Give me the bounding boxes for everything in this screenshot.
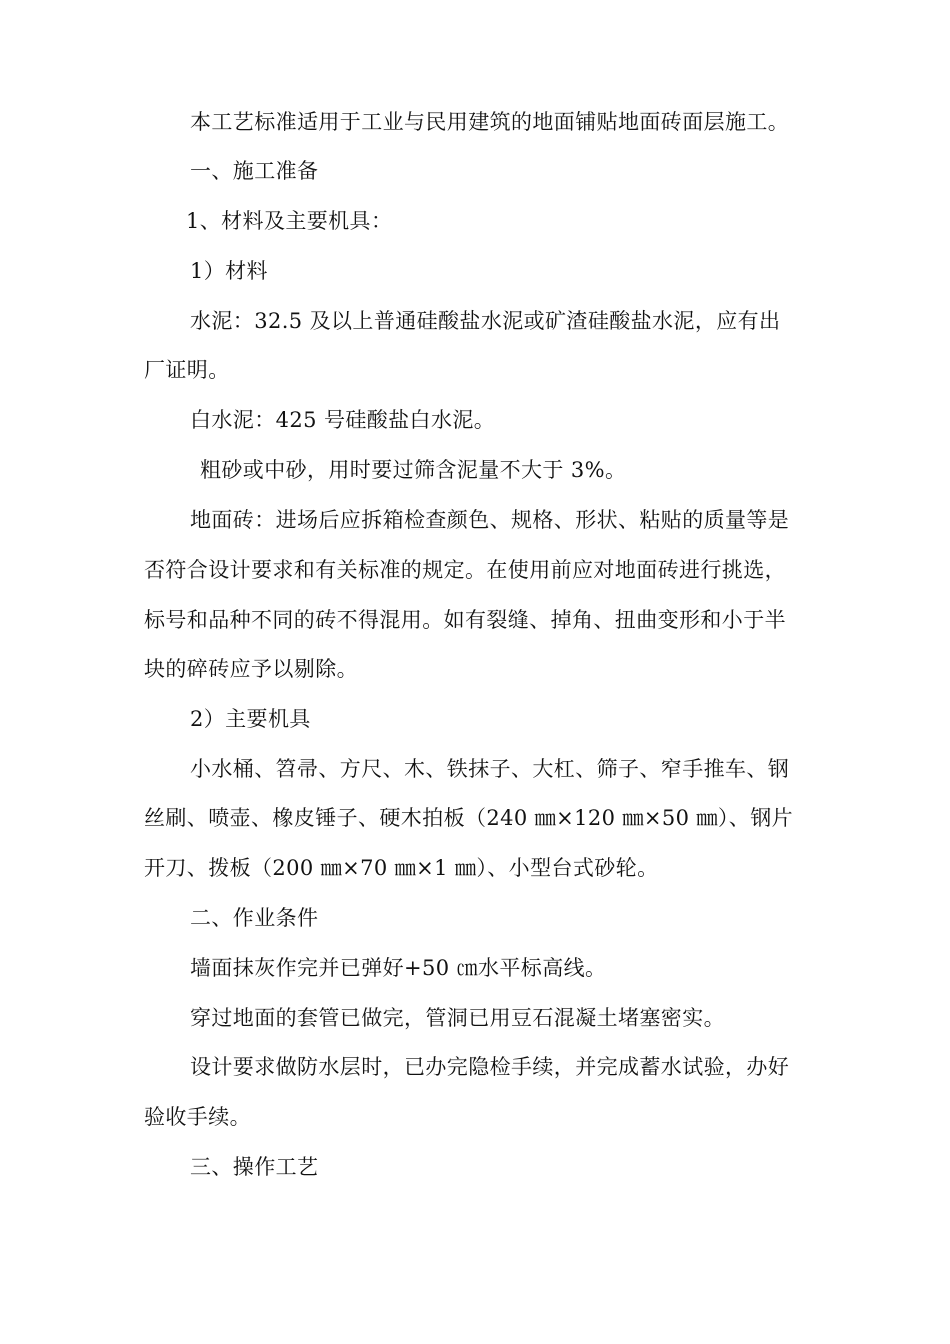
heading-operation-process: 三、操作工艺 <box>190 1155 319 1179</box>
tools-paragraph-line-3: 开刀、拨板（200 ㎜×70 ㎜×1 ㎜）、小型台式砂轮。 <box>144 856 659 880</box>
subheading-materials: 1）材料 <box>190 259 268 283</box>
sand-paragraph: 粗砂或中砂，用时要过筛含泥量不大于 3%。 <box>200 458 627 482</box>
heading-construction-preparation: 一、施工准备 <box>190 159 319 183</box>
tools-paragraph-line-2: 丝刷、喷壶、橡皮锤子、硬木拍板（240 ㎜×120 ㎜×50 ㎜）、钢片 <box>144 806 794 830</box>
cement-paragraph-line-1: 水泥：32.5 及以上普通硅酸盐水泥或矿渣硅酸盐水泥，应有出 <box>190 309 781 333</box>
floor-tile-paragraph-line-4: 块的碎砖应予以剔除。 <box>144 657 358 681</box>
intro-paragraph: 本工艺标准适用于工业与民用建筑的地面铺贴地面砖面层施工。 <box>190 110 790 134</box>
white-cement-paragraph: 白水泥：425 号硅酸盐白水泥。 <box>190 408 496 432</box>
condition-waterproofing-line-1: 设计要求做防水层时，已办完隐检手续，并完成蓄水试验，办好 <box>190 1055 790 1079</box>
floor-tile-paragraph-line-2: 否符合设计要求和有关标准的规定。在使用前应对地面砖进行挑选， <box>144 558 786 582</box>
tools-paragraph-line-1: 小水桶、笤帚、方尺、木、铁抹子、大杠、筛子、窄手推车、钢 <box>190 757 790 781</box>
heading-work-conditions: 二、作业条件 <box>190 906 319 930</box>
condition-waterproofing-line-2: 验收手续。 <box>144 1105 251 1129</box>
subheading-materials-and-tools: 1、材料及主要机具： <box>186 209 393 233</box>
floor-tile-paragraph-line-1: 地面砖：进场后应拆箱检查颜色、规格、形状、粘贴的质量等是 <box>190 508 790 532</box>
floor-tile-paragraph-line-3: 标号和品种不同的砖不得混用。如有裂缝、掉角、扭曲变形和小于半 <box>144 608 786 632</box>
condition-sleeves: 穿过地面的套管已做完，管洞已用豆石混凝土堵塞密实。 <box>190 1006 725 1030</box>
cement-paragraph-line-2: 厂证明。 <box>144 358 230 382</box>
condition-plastering: 墙面抹灰作完并已弹好+50 ㎝水平标高线。 <box>190 956 607 980</box>
subheading-main-tools: 2）主要机具 <box>190 707 311 731</box>
